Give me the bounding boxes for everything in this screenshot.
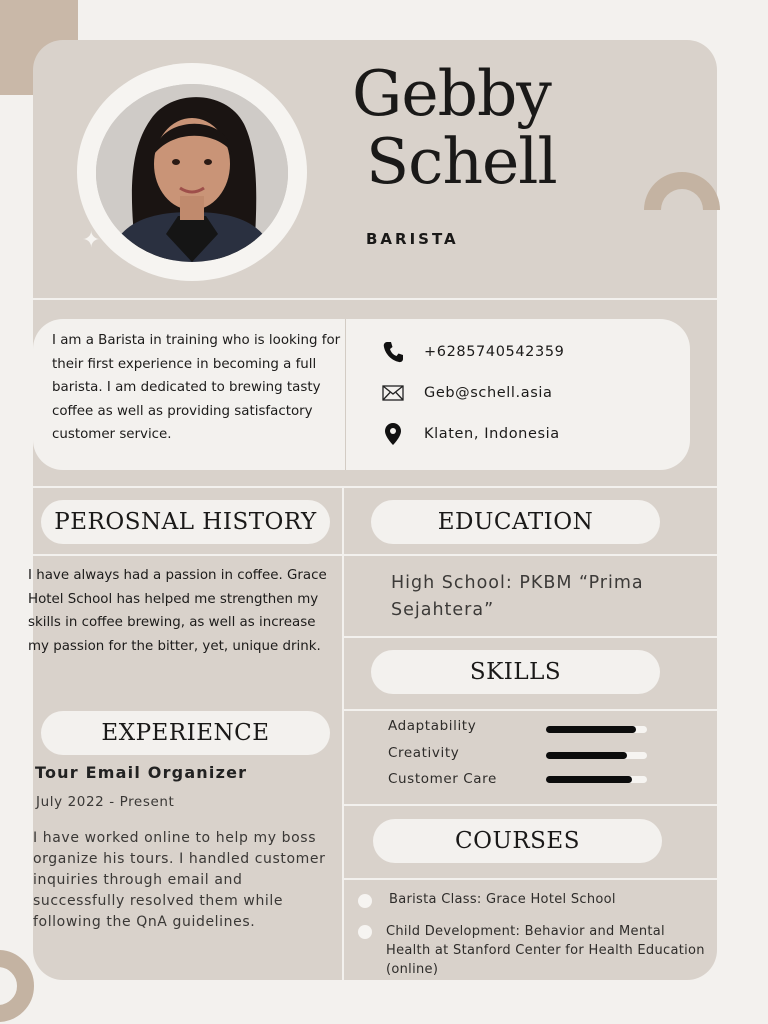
bullet-icon <box>358 925 372 939</box>
phone-icon <box>382 341 404 363</box>
skill-bar <box>546 776 647 783</box>
skill-label: Adaptability <box>388 718 477 734</box>
personal-history-text: I have always had a passion in coffee. Grace Hotel School has helped me strengthen my skills in coffee brewing, as well as increase my passion for the bitter, yet, unique drink. <box>28 568 327 654</box>
divider <box>343 636 717 638</box>
contact-location <box>382 423 560 445</box>
full-name <box>352 57 557 198</box>
first-name: Gebby <box>352 57 551 130</box>
divider <box>33 298 717 300</box>
bullet-icon <box>358 894 372 908</box>
column-divider <box>342 486 344 980</box>
contact-email <box>382 382 553 404</box>
location-text: Klaten, Indonesia <box>424 426 560 442</box>
ring-decoration <box>0 950 34 1022</box>
envelope-icon <box>382 382 404 404</box>
last-name: Schell <box>366 125 557 198</box>
heading-courses: COURSES <box>373 819 662 863</box>
skill-bar-fill <box>546 776 632 783</box>
email-link[interactable]: Geb@schell.asia <box>424 385 553 401</box>
divider <box>33 486 717 488</box>
portrait-illustration <box>96 84 288 262</box>
divider <box>343 804 717 806</box>
job-role: BARISTA <box>366 230 459 248</box>
skill-label: Customer Care <box>388 771 497 787</box>
skill-bar-fill <box>546 752 627 759</box>
skill-bar <box>546 726 647 733</box>
skill-bar <box>546 752 647 759</box>
divider <box>33 554 717 556</box>
job-description: I have worked online to help my boss organize his tours. I handled customer inquiries through email and successfully resolved them while following the QnA guidelines. <box>33 830 326 930</box>
profile-photo <box>96 84 288 262</box>
heading-personal-history: PEROSNAL HISTORY <box>41 500 330 544</box>
phone-link[interactable]: +6285740542359 <box>424 344 565 360</box>
education-school: High School: PKBM “Prima Sejahtera” <box>391 573 644 620</box>
divider <box>343 709 717 711</box>
sparkle-icon: ✦ <box>82 228 101 253</box>
job-dates: July 2022 - Present <box>36 794 175 810</box>
course-item: Child Development: Behavior and Mental Health at Stanford Center for Health Education (online) <box>386 924 705 977</box>
skill-bar-fill <box>546 726 636 733</box>
summary-divider <box>345 319 346 470</box>
about-text: I am a Barista in training who is looking for their first experience in becoming a full barista. I am dedicated to brewing tasty coffee as well as providing satisfactory customer service. <box>52 333 341 442</box>
contact-phone <box>382 341 564 363</box>
course-item: Barista Class: Grace Hotel School <box>389 892 616 907</box>
skill-label: Creativity <box>388 745 460 761</box>
location-pin-icon <box>382 423 404 445</box>
job-title: Tour Email Organizer <box>35 763 248 782</box>
divider <box>343 878 717 880</box>
heading-skills: SKILLS <box>371 650 660 694</box>
heading-education: EDUCATION <box>371 500 660 544</box>
heading-experience: EXPERIENCE <box>41 711 330 755</box>
